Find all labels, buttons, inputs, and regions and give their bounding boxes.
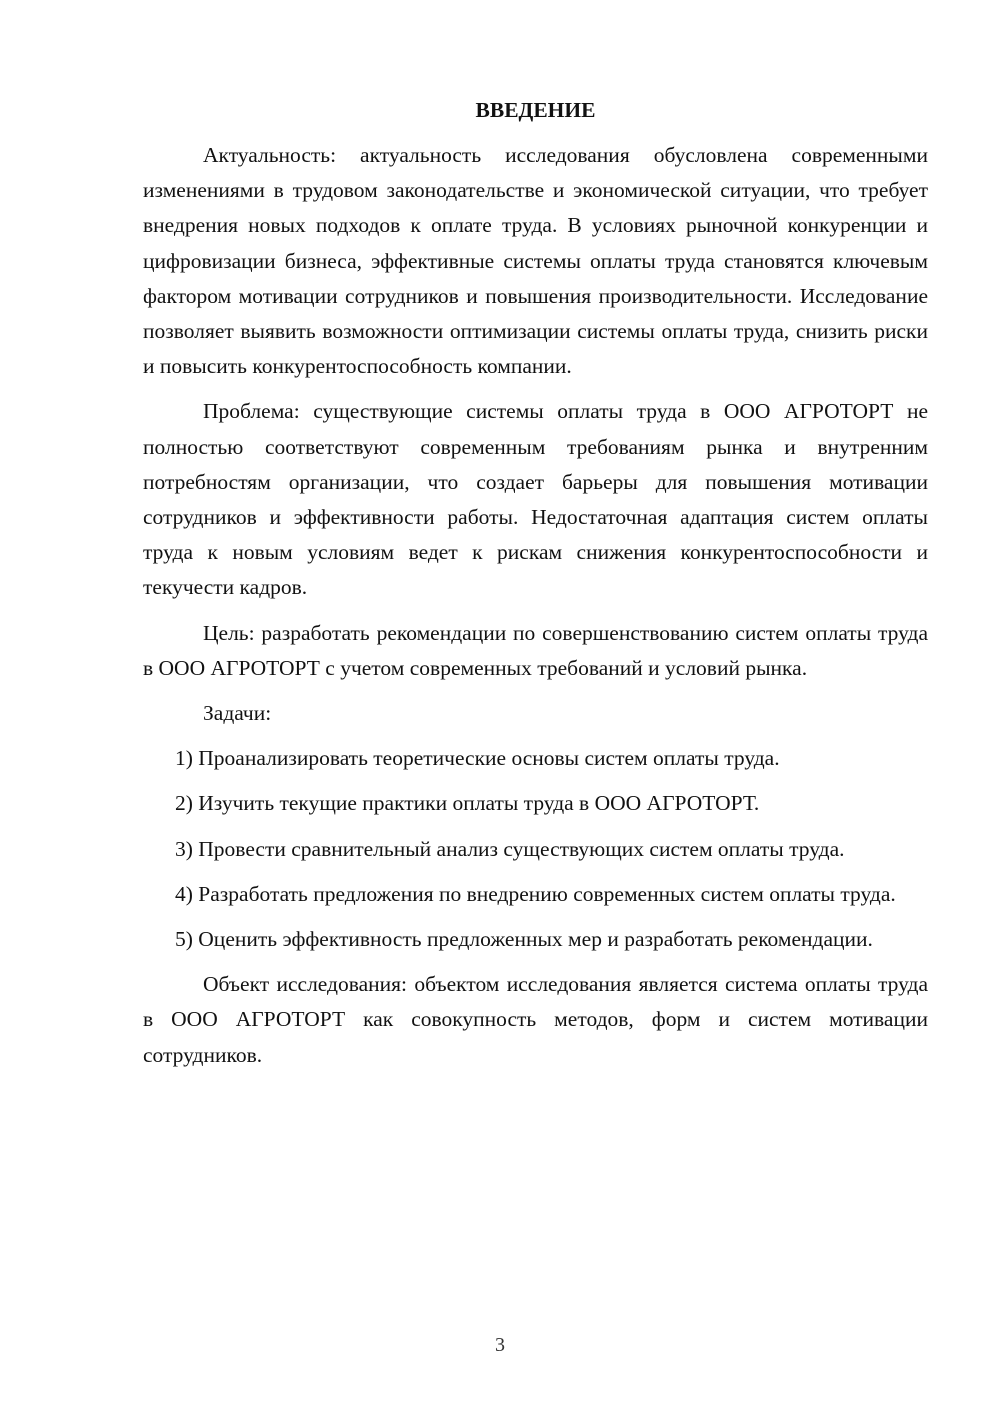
task-list (143, 741, 928, 957)
task-item-1: 1) Проанализировать теоретические основы систем оплаты труда. (175, 746, 780, 771)
task-item-5: 5) Оценить эффективность предложенных мер и разработать рекомендации. (175, 927, 873, 952)
task-item-2: 2) Изучить текущие практики оплаты труда в ООО АГРОТОРТ. (175, 791, 760, 816)
page-number: 3 (495, 1334, 505, 1356)
document-page (143, 95, 928, 1083)
task-item-4: 4) Разработать предложения по внедрению современных систем оплаты труда. (175, 881, 896, 906)
section-title: ВВЕДЕНИЕ (475, 98, 596, 122)
paragraph-relevance: Актуальность: актуальность исследования обусловлена современными изменениями в трудовом законодательстве и экономической ситуации, что требует внедрения новых подходов к оплате труда. В условиях рыночной конкуренции и цифровизации бизнеса, эффективные системы оплаты труда становятся ключевым фактором мотивации сотрудников и повышения производительности. Исследование позволяет выявить возможности оптимизации системы оплаты труда, снизить риски и повысить конкурентоспособность компании. (143, 143, 928, 379)
paragraph-problem: Проблема: существующие системы оплаты труда в ООО АГРОТОРТ не полностью соответствуют современным требованиям рынка и внутренним потребностям организации, что создает барьеры для повышения мотивации сотрудников и эффективности работы. Недостаточная адаптация систем оплаты труда к новым условиям ведет к рискам снижения конкурентоспособности и текучести кадров. (143, 399, 928, 600)
tasks-label: Задачи: (203, 701, 272, 726)
paragraph-object: Объект исследования: объектом исследования является система оплаты труда в ООО АГРОТОРТ как совокупность методов, форм и систем мотивации сотрудников. (143, 972, 928, 1067)
task-item-3: 3) Провести сравнительный анализ существующих систем оплаты труда. (175, 836, 845, 861)
paragraph-goal: Цель: разработать рекомендации по совершенствованию систем оплаты труда в ООО АГРОТОРТ с учетом современных требований и условий рынка. (143, 620, 928, 680)
